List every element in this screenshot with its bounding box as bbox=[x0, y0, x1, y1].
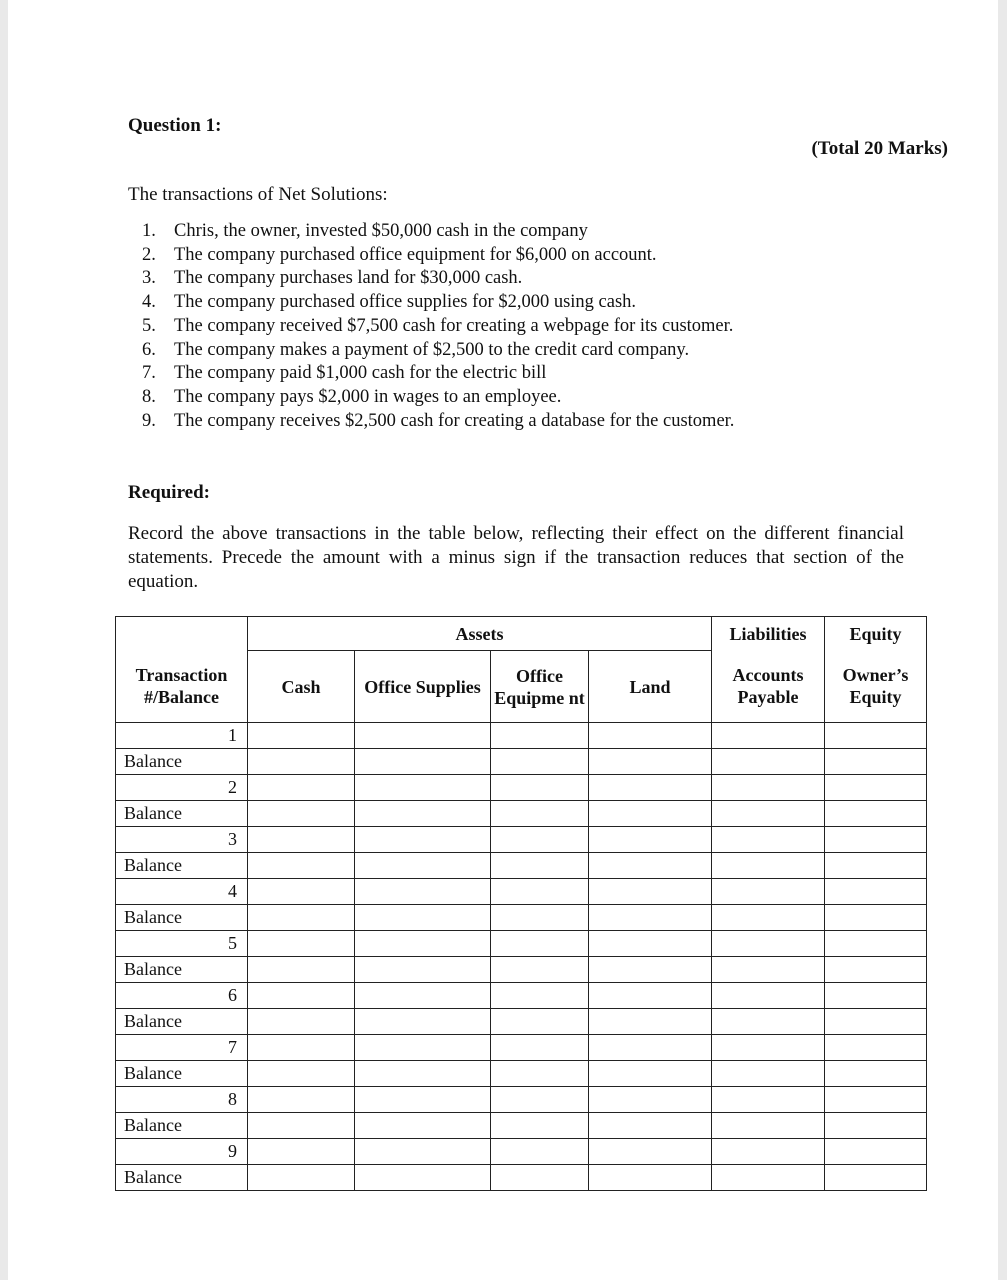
balance-entry-cell[interactable] bbox=[589, 853, 712, 879]
entry-cell[interactable] bbox=[825, 983, 927, 1009]
entry-cell[interactable] bbox=[825, 1139, 927, 1165]
list-item: 7. The company paid $1,000 cash for the electric bill bbox=[142, 363, 547, 384]
balance-entry-cell[interactable] bbox=[355, 1165, 491, 1191]
transaction-number: 6 bbox=[116, 983, 248, 1009]
table-row bbox=[116, 1139, 927, 1165]
header-group-row bbox=[116, 617, 927, 651]
transaction-number: 7 bbox=[116, 1035, 248, 1061]
table-row bbox=[116, 1035, 927, 1061]
balance-entry-cell[interactable] bbox=[248, 957, 355, 983]
balance-entry-cell[interactable] bbox=[491, 1009, 589, 1035]
list-item: 8. The company pays $2,000 in wages to an employee. bbox=[142, 386, 562, 407]
entry-cell[interactable] bbox=[589, 723, 712, 749]
balance-entry-cell[interactable] bbox=[589, 957, 712, 983]
entry-cell[interactable] bbox=[355, 1139, 491, 1165]
balance-row bbox=[116, 1061, 927, 1087]
balance-label: Balance bbox=[116, 1165, 248, 1191]
balance-entry-cell[interactable] bbox=[248, 749, 355, 775]
header-blank-cell bbox=[116, 617, 248, 651]
balance-entry-cell[interactable] bbox=[248, 1061, 355, 1087]
balance-label: Balance bbox=[116, 1009, 248, 1035]
balance-row bbox=[116, 905, 927, 931]
entry-cell[interactable] bbox=[712, 1035, 825, 1061]
owners-equity-column-header: Owner’s Equity bbox=[825, 651, 927, 723]
balance-entry-cell[interactable] bbox=[491, 801, 589, 827]
balance-entry-cell[interactable] bbox=[491, 1113, 589, 1139]
balance-entry-cell[interactable] bbox=[355, 905, 491, 931]
balance-label: Balance bbox=[116, 853, 248, 879]
land-column-header: Land bbox=[589, 651, 712, 723]
entry-cell[interactable] bbox=[355, 1087, 491, 1113]
entry-cell[interactable] bbox=[248, 983, 355, 1009]
balance-row bbox=[116, 957, 927, 983]
balance-entry-cell[interactable] bbox=[825, 853, 927, 879]
balance-label: Balance bbox=[116, 957, 248, 983]
balance-entry-cell[interactable] bbox=[589, 801, 712, 827]
entry-cell[interactable] bbox=[712, 1087, 825, 1113]
balance-entry-cell[interactable] bbox=[589, 1009, 712, 1035]
cash-column-header: Cash bbox=[248, 651, 355, 723]
balance-entry-cell[interactable] bbox=[712, 905, 825, 931]
entry-cell[interactable] bbox=[589, 1139, 712, 1165]
entry-cell[interactable] bbox=[248, 931, 355, 957]
balance-row bbox=[116, 801, 927, 827]
balance-entry-cell[interactable] bbox=[491, 749, 589, 775]
balance-entry-cell[interactable] bbox=[491, 1165, 589, 1191]
balance-entry-cell[interactable] bbox=[248, 853, 355, 879]
balance-entry-cell[interactable] bbox=[355, 1061, 491, 1087]
balance-entry-cell[interactable] bbox=[825, 1009, 927, 1035]
list-item: 1. Chris, the owner, invested $50,000 cash in the company bbox=[142, 221, 588, 241]
balance-entry-cell[interactable] bbox=[712, 749, 825, 775]
entry-cell[interactable] bbox=[589, 879, 712, 905]
entry-cell[interactable] bbox=[355, 931, 491, 957]
required-title: Required: bbox=[128, 482, 210, 503]
balance-label: Balance bbox=[116, 1113, 248, 1139]
required-text: Record the above transactions in the table below, reflecting their effect on the different financial statements. Precede the amount with a minus sign if the transaction reduces that section of the equation. bbox=[128, 523, 904, 592]
entry-cell[interactable] bbox=[355, 723, 491, 749]
balance-entry-cell[interactable] bbox=[825, 1113, 927, 1139]
table-row bbox=[116, 931, 927, 957]
entry-cell[interactable] bbox=[248, 1139, 355, 1165]
balance-entry-cell[interactable] bbox=[491, 1061, 589, 1087]
balance-row bbox=[116, 1113, 927, 1139]
transaction-column-header: Transaction #/Balance bbox=[116, 651, 248, 723]
liabilities-header: Liabilities bbox=[712, 617, 825, 651]
balance-label: Balance bbox=[116, 801, 248, 827]
balance-entry-cell[interactable] bbox=[589, 749, 712, 775]
entry-cell[interactable] bbox=[491, 931, 589, 957]
entry-cell[interactable] bbox=[825, 1087, 927, 1113]
assets-header: Assets bbox=[248, 617, 712, 651]
balance-row bbox=[116, 749, 927, 775]
balance-entry-cell[interactable] bbox=[712, 801, 825, 827]
list-item: 3. The company purchases land for $30,000 cash. bbox=[142, 268, 523, 289]
entry-cell[interactable] bbox=[491, 827, 589, 853]
entry-cell[interactable] bbox=[589, 931, 712, 957]
entry-cell[interactable] bbox=[712, 983, 825, 1009]
transaction-number: 3 bbox=[116, 827, 248, 853]
transaction-number: 2 bbox=[116, 775, 248, 801]
office-supplies-column-header: Office Supplies bbox=[355, 651, 491, 723]
entry-cell[interactable] bbox=[491, 879, 589, 905]
entry-cell[interactable] bbox=[825, 931, 927, 957]
entry-cell[interactable] bbox=[712, 879, 825, 905]
balance-entry-cell[interactable] bbox=[712, 1165, 825, 1191]
entry-cell[interactable] bbox=[491, 1035, 589, 1061]
entry-cell[interactable] bbox=[825, 775, 927, 801]
balance-entry-cell[interactable] bbox=[248, 801, 355, 827]
table-row bbox=[116, 775, 927, 801]
entry-cell[interactable] bbox=[589, 1087, 712, 1113]
transaction-table bbox=[115, 616, 927, 1191]
list-item: 9. The company receives $2,500 cash for creating a database for the customer. bbox=[142, 410, 735, 431]
equity-header: Equity bbox=[825, 617, 927, 651]
balance-entry-cell[interactable] bbox=[355, 1113, 491, 1139]
balance-label: Balance bbox=[116, 905, 248, 931]
balance-entry-cell[interactable] bbox=[589, 905, 712, 931]
entry-cell[interactable] bbox=[248, 879, 355, 905]
balance-entry-cell[interactable] bbox=[248, 1009, 355, 1035]
entry-cell[interactable] bbox=[712, 827, 825, 853]
balance-entry-cell[interactable] bbox=[712, 853, 825, 879]
list-item: 2. The company purchased office equipment for $6,000 on account. bbox=[142, 244, 657, 265]
balance-label: Balance bbox=[116, 1061, 248, 1087]
balance-entry-cell[interactable] bbox=[712, 1009, 825, 1035]
entry-cell[interactable] bbox=[355, 1035, 491, 1061]
entry-cell[interactable] bbox=[491, 723, 589, 749]
transaction-list bbox=[142, 220, 734, 433]
table-row bbox=[116, 723, 927, 749]
entry-cell[interactable] bbox=[491, 1087, 589, 1113]
balance-entry-cell[interactable] bbox=[355, 957, 491, 983]
entry-cell[interactable] bbox=[355, 827, 491, 853]
balance-entry-cell[interactable] bbox=[248, 1165, 355, 1191]
list-item: 5. The company received $7,500 cash for creating a webpage for its customer. bbox=[142, 315, 734, 336]
balance-entry-cell[interactable] bbox=[355, 801, 491, 827]
balance-row bbox=[116, 1165, 927, 1191]
entry-cell[interactable] bbox=[491, 1139, 589, 1165]
office-equipment-column-header: Office Equipme nt bbox=[491, 651, 589, 723]
balance-entry-cell[interactable] bbox=[491, 853, 589, 879]
balance-label: Balance bbox=[116, 749, 248, 775]
transaction-number: 9 bbox=[116, 1139, 248, 1165]
balance-entry-cell[interactable] bbox=[491, 905, 589, 931]
balance-entry-cell[interactable] bbox=[712, 1061, 825, 1087]
balance-entry-cell[interactable] bbox=[248, 1113, 355, 1139]
entry-cell[interactable] bbox=[712, 931, 825, 957]
entry-cell[interactable] bbox=[248, 827, 355, 853]
list-item: 6. The company makes a payment of $2,500 to the credit card company. bbox=[142, 339, 690, 360]
entry-cell[interactable] bbox=[825, 827, 927, 853]
table-row bbox=[116, 1087, 927, 1113]
balance-entry-cell[interactable] bbox=[825, 957, 927, 983]
balance-entry-cell[interactable] bbox=[355, 1009, 491, 1035]
entry-cell[interactable] bbox=[355, 879, 491, 905]
balance-entry-cell[interactable] bbox=[355, 749, 491, 775]
balance-entry-cell[interactable] bbox=[825, 1061, 927, 1087]
list-item: 4. The company purchased office supplies for $2,000 using cash. bbox=[142, 292, 637, 313]
accounts-payable-column-header: Accounts Payable bbox=[712, 651, 825, 723]
entry-cell[interactable] bbox=[712, 723, 825, 749]
table-row bbox=[116, 879, 927, 905]
entry-cell[interactable] bbox=[355, 983, 491, 1009]
entry-cell[interactable] bbox=[589, 827, 712, 853]
question-title: Question 1: bbox=[128, 115, 222, 136]
balance-entry-cell[interactable] bbox=[355, 853, 491, 879]
total-marks: (Total 20 Marks) bbox=[811, 138, 948, 159]
entry-cell[interactable] bbox=[355, 775, 491, 801]
entry-cell[interactable] bbox=[248, 723, 355, 749]
balance-entry-cell[interactable] bbox=[589, 1061, 712, 1087]
balance-row bbox=[116, 853, 927, 879]
table-row bbox=[116, 983, 927, 1009]
balance-entry-cell[interactable] bbox=[825, 749, 927, 775]
entry-cell[interactable] bbox=[589, 1035, 712, 1061]
transaction-number: 4 bbox=[116, 879, 248, 905]
entry-cell[interactable] bbox=[491, 775, 589, 801]
entry-cell[interactable] bbox=[248, 775, 355, 801]
entry-cell[interactable] bbox=[825, 723, 927, 749]
entry-cell[interactable] bbox=[589, 775, 712, 801]
entry-cell[interactable] bbox=[712, 775, 825, 801]
balance-entry-cell[interactable] bbox=[589, 1113, 712, 1139]
transaction-number: 8 bbox=[116, 1087, 248, 1113]
document-page bbox=[8, 0, 998, 1280]
transaction-number: 5 bbox=[116, 931, 248, 957]
balance-entry-cell[interactable] bbox=[248, 905, 355, 931]
balance-entry-cell[interactable] bbox=[825, 905, 927, 931]
table-row bbox=[116, 827, 927, 853]
balance-row bbox=[116, 1009, 927, 1035]
balance-entry-cell[interactable] bbox=[589, 1165, 712, 1191]
balance-entry-cell[interactable] bbox=[491, 957, 589, 983]
balance-entry-cell[interactable] bbox=[825, 1165, 927, 1191]
entry-cell[interactable] bbox=[825, 879, 927, 905]
intro-text: The transactions of Net Solutions: bbox=[128, 184, 388, 205]
entry-cell[interactable] bbox=[491, 983, 589, 1009]
entry-cell[interactable] bbox=[248, 1087, 355, 1113]
balance-entry-cell[interactable] bbox=[712, 1113, 825, 1139]
entry-cell[interactable] bbox=[589, 983, 712, 1009]
balance-entry-cell[interactable] bbox=[825, 801, 927, 827]
transaction-number: 1 bbox=[116, 723, 248, 749]
balance-entry-cell[interactable] bbox=[712, 957, 825, 983]
header-column-row bbox=[116, 651, 927, 723]
entry-cell[interactable] bbox=[825, 1035, 927, 1061]
entry-cell[interactable] bbox=[712, 1139, 825, 1165]
entry-cell[interactable] bbox=[248, 1035, 355, 1061]
